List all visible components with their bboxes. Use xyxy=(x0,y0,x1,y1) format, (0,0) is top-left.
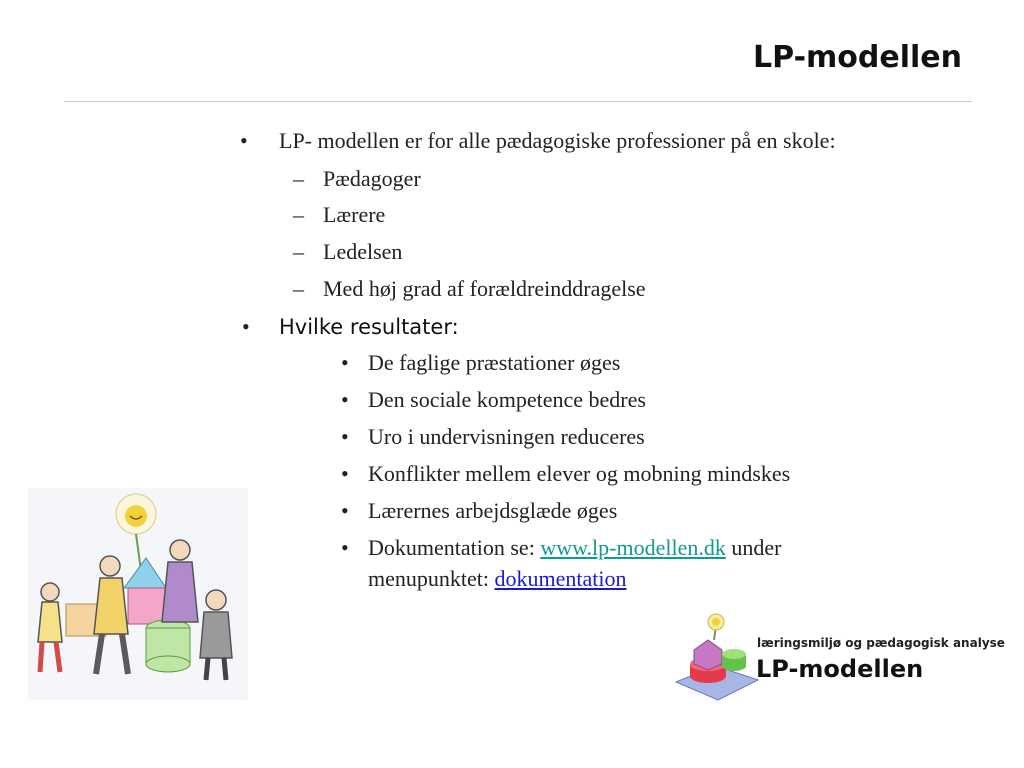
result-faglige: De faglige præstationer øges xyxy=(368,350,621,375)
bullet-marker: • xyxy=(240,128,248,153)
doc-prefix: Dokumentation se: xyxy=(368,535,541,560)
children-illustration xyxy=(28,488,248,700)
bullet-marker: • xyxy=(242,314,250,339)
bullet-marker: • xyxy=(341,498,349,523)
bullet-marker: • xyxy=(341,350,349,375)
bullet-marker: • xyxy=(341,461,349,486)
result-dokumentation xyxy=(368,535,781,561)
dokumentation-link[interactable]: dokumentation xyxy=(494,566,627,591)
subitem-laerere: Lærere xyxy=(323,202,386,227)
dash-marker: – xyxy=(293,239,304,264)
bullet-marker: • xyxy=(341,387,349,412)
dash-marker: – xyxy=(293,166,304,191)
bullet-marker: • xyxy=(341,424,349,449)
result-arbejdsglaede: Lærernes arbejdsglæde øges xyxy=(368,498,618,523)
subitem-paedagoger: Pædagoger xyxy=(323,166,421,191)
doc-mid: under xyxy=(725,535,782,560)
result-sociale: Den sociale kompetence bedres xyxy=(368,387,646,412)
dash-marker: – xyxy=(293,202,304,227)
logo-name: LP-modellen xyxy=(756,655,924,683)
result-dokumentation-line2 xyxy=(368,566,626,592)
subitem-ledelsen: Ledelsen xyxy=(323,239,403,264)
bullet-marker: • xyxy=(341,535,349,560)
result-uro: Uro i undervisningen reduceres xyxy=(368,424,645,449)
subitem-foraeldre: Med høj grad af forældreinddragelse xyxy=(323,276,646,301)
result-konflikter: Konflikter mellem elever og mobning mindskes xyxy=(368,461,791,486)
bullet-professioner: LP- modellen er for alle pædagogiske professioner på en skole: xyxy=(279,128,836,153)
slide-title: LP-modellen xyxy=(753,40,962,75)
website-link[interactable]: www.lp-modellen.dk xyxy=(540,535,726,560)
doc-line2-prefix: menupunktet: xyxy=(368,566,495,591)
bullet-resultater: Hvilke resultater: xyxy=(279,315,459,339)
dash-marker: – xyxy=(293,276,304,301)
title-divider xyxy=(64,101,972,102)
lp-logo-icon xyxy=(672,610,762,702)
logo-subtitle: læringsmiljø og pædagogisk analyse xyxy=(757,636,1005,650)
